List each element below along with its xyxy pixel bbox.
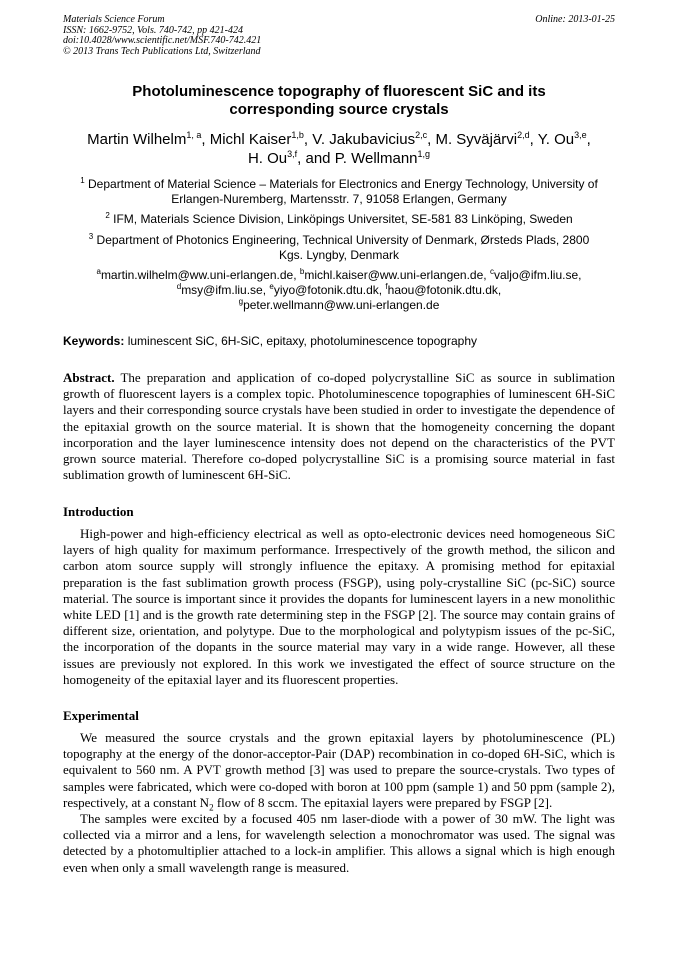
affiliation-1 bbox=[63, 177, 615, 207]
issn-line: ISSN: 1662-9752, Vols. 740-742, pp 421-424 bbox=[63, 24, 243, 36]
email-sup: e bbox=[269, 282, 274, 291]
affiliation-number: 2 bbox=[105, 211, 110, 220]
author-name: Y. Ou bbox=[537, 131, 575, 148]
keywords-label: Keywords: bbox=[63, 334, 125, 348]
online-date: Online: 2013-01-25 bbox=[535, 14, 615, 25]
author-affil-sup: 1,g bbox=[417, 149, 431, 159]
author-list bbox=[60, 130, 618, 168]
section-heading-introduction: Introduction bbox=[63, 504, 134, 519]
keywords-text: luminescent SiC, 6H-SiC, epitaxy, photoluminescence topography bbox=[127, 334, 477, 348]
author-affil-sup: 3,e bbox=[574, 130, 587, 140]
title-line-2: corresponding source crystals bbox=[229, 101, 449, 118]
email-link[interactable]: martin.wilhelm@ww.uni-erlangen.de, bbox=[100, 268, 297, 282]
abstract-text: The preparation and application of co-doped polycrystalline SiC as source in sublimation growth of fluorescent layers is a complex topic. Photoluminescence topographies of luminescent 6H-SiC layers and their corresponding source crystals have been studied in order to investigate the dependence of the epitaxial growth on the source material. It is shown that the homogeneity concerning the dopant incorporation and the layer luminescence intensity does not depend on the characteristics of the PVT grown source material. Therefore co-doped polycrystalline SiC is a promising source material in fast sublimation growth of luminescent 6H-SiC. bbox=[63, 370, 616, 483]
affiliation-text: Erlangen-Nuremberg, Martensstr. 7, 91058 Erlangen, Germany bbox=[171, 192, 507, 206]
abstract bbox=[63, 370, 615, 483]
section-heading-experimental: Experimental bbox=[63, 708, 139, 723]
affiliation-text: Department of Material Science – Materials for Electronics and Energy Technology, University of bbox=[88, 177, 598, 191]
author-affil-sup: 2,c bbox=[415, 130, 428, 140]
email-sup: g bbox=[238, 297, 244, 306]
affiliation-3 bbox=[63, 233, 615, 263]
affiliation-text: Kgs. Lyngby, Denmark bbox=[278, 248, 400, 262]
email-link[interactable]: haou@fotonik.dtu.dk, bbox=[387, 283, 502, 297]
paper-title bbox=[63, 83, 615, 119]
affiliation-2 bbox=[63, 212, 615, 227]
email-link[interactable]: valjo@ifm.liu.se, bbox=[493, 268, 582, 282]
doi-line: doi:10.4028/www.scientific.net/MSF.740-742.421 bbox=[63, 35, 262, 47]
abstract-label: Abstract. bbox=[63, 370, 115, 385]
affiliation-number: 1 bbox=[80, 176, 85, 185]
author-name: V. Jakubavicius bbox=[312, 131, 416, 148]
email-list bbox=[63, 268, 615, 313]
email-sup: a bbox=[96, 267, 101, 276]
journal-name: Materials Science Forum bbox=[63, 14, 165, 25]
title-line-1: Photoluminescence topography of fluorescent SiC and its bbox=[132, 83, 546, 100]
author-affil-sup: 2,d bbox=[517, 130, 530, 140]
email-link[interactable]: yiyo@fotonik.dtu.dk, bbox=[273, 283, 383, 297]
email-sup: b bbox=[299, 267, 305, 276]
nitrogen-subscript: 2 bbox=[209, 802, 214, 813]
introduction-body bbox=[63, 526, 615, 688]
email-link[interactable]: peter.wellmann@ww.uni-erlangen.de bbox=[243, 298, 440, 312]
author-name: H. Ou bbox=[247, 150, 288, 167]
keywords bbox=[63, 334, 615, 348]
author-name: and P. Wellmann bbox=[305, 150, 418, 167]
email-link[interactable]: msy@ifm.liu.se, bbox=[181, 283, 267, 297]
experimental-text: We measured the source crystals and the grown epitaxial layers by photoluminescence (PL) topography at the energy of the donor-acceptor-Pair (DAP) recombination in co-doped 6H-SiC, which is equivalent to 560 nm. A PVT growth method [3] was used to prepare the source-crystals. Two types of samples were fabricated, which were co-doped with boron at 100 ppm (sample 1) and 50 ppm (sample 2), respectively, at a constant N bbox=[63, 730, 615, 810]
experimental-paragraph-1 bbox=[63, 730, 615, 811]
author-name: Michl Kaiser bbox=[209, 131, 292, 148]
experimental-text: flow of 8 sccm. The epitaxial layers were prepared by FSGP [2]. bbox=[213, 794, 553, 810]
experimental-body bbox=[63, 730, 615, 876]
author-name: M. Syväjärvi bbox=[435, 131, 518, 148]
email-sup: f bbox=[385, 282, 388, 291]
author-affil-sup: 3,f bbox=[287, 149, 298, 159]
email-sup: c bbox=[489, 267, 494, 276]
author-line-1: Martin Wilhelm$^{1, a}$, Michl Kaiser$^{1,b}$, V. Jakubavicius$^{2,c}$, M. Syväjärvi$^{2,d}$, Y. Ou$^{3,e}$, bbox=[87, 130, 591, 148]
author-affil-sup: 1,b bbox=[291, 130, 304, 140]
copyright-line: © 2013 Trans Tech Publications Ltd, Switzerland bbox=[63, 45, 261, 57]
experimental-paragraph-2: The samples were excited by a focused 405 nm laser-diode with a power of 30 mW. The light was collected via a mirror and a lens, for wavelength selection a monochromator was used. The signal was detected by a photomultiplier attached to a lock-in amplifier. This allows a signal which is high enough even when only a small wavelength range is measured. bbox=[63, 811, 615, 875]
email-sup: d bbox=[176, 282, 182, 291]
affiliation-text: Department of Photonics Engineering, Technical University of Denmark, Ørsteds Plads, 2800 bbox=[96, 233, 590, 247]
author-affil-sup: 1, a bbox=[186, 130, 202, 140]
email-link[interactable]: michl.kaiser@ww.uni-erlangen.de, bbox=[304, 268, 487, 282]
author-name: Martin Wilhelm bbox=[87, 131, 187, 148]
journal-header bbox=[63, 15, 615, 57]
affiliation-number: 3 bbox=[88, 232, 94, 241]
author-line-2: H. Ou$^{3,f}$, and P. Wellmann$^{1,g}$ bbox=[247, 149, 431, 167]
introduction-paragraph: High-power and high-efficiency electrical as well as opto-electronic devices need homogeneous SiC layers of high quality for maximum performance. Irrespectively of the growth method, the silicon and carbon atom source supply will strongly influence the epitaxy. A promising method for epitaxial preparation is the fast sublimation growth process (FSGP), using poly-crystalline SiC (pc-SiC) source material. The source is important since it provides the dopants for luminescent layers in a new monolithic white LED [1] and is the growth rate determining step in the FSGP [2]. The source may contain grains of different size, orientation, and polytype. Due to the morphological and polytypism issues of the pc-SiC, the incorporation of the dopants in the source material may vary in a wide range. However, all these issues are previously not explored. In this work we investigated the effect of source structure on the homogeneity of the epitaxial layer and its fluorescent properties. bbox=[63, 526, 615, 687]
affiliation-text: IFM, Materials Science Division, Linköpings Universitet, SE-581 83 Linköping, Sweden bbox=[113, 212, 573, 226]
